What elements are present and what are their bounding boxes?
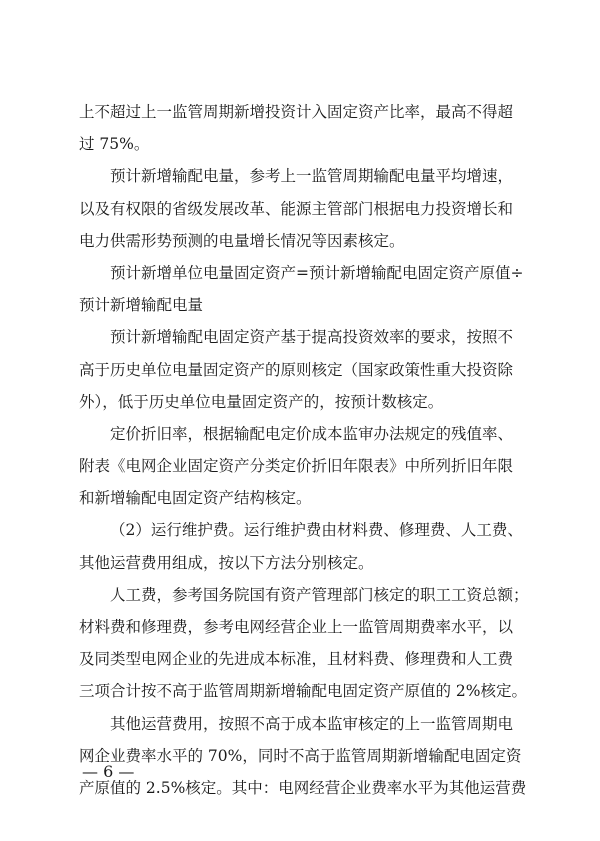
- text-line: 材料费和修理费，参考电网经营企业上一监管周期费率水平，以: [79, 618, 514, 636]
- text-line: 产原值的 2.5%核定。其中：电网经营企业费率水平为其他运营费: [79, 778, 527, 797]
- text-line: 外），低于历史单位电量固定资产的，按预计数核定。: [79, 392, 444, 411]
- text-line: 其他运营费用组成，按以下方法分别核定。: [79, 553, 374, 572]
- text-line: 和新增输配电固定资产结构核定。: [79, 489, 312, 508]
- body-text: [79, 96, 529, 804]
- page-number: — 6 —: [82, 762, 135, 781]
- text-line: 预计新增输配电量: [79, 296, 204, 315]
- text-line: 以及有权限的省级发展改革、能源主管部门根据电力投资增长和: [79, 199, 514, 218]
- text-line: 电力供需形势预测的电量增长情况等因素核定。: [79, 231, 405, 250]
- text-line: 人工费，参考国务院国有资产管理部门核定的职工工资总额；: [110, 585, 529, 604]
- text-line: （2）运行维护费。运行维护费由材料费、修理费、人工费、: [110, 521, 523, 540]
- text-line: 定价折旧率，根据输配电定价成本监审办法规定的残值率、: [110, 424, 514, 443]
- text-line: 三项合计按不高于监管周期新增输配电固定资产原值的 2%核定。: [79, 682, 528, 701]
- text-line: 网企业费率水平的 70%，同时不高于监管周期新增输配电固定资: [79, 746, 522, 765]
- text-line: 预计新增单位电量固定资产=预计新增输配电固定资产原值÷: [110, 263, 524, 282]
- text-line: 高于历史单位电量固定资产的原则核定（国家政策性重大投资除: [79, 360, 514, 379]
- text-line: 其他运营费用，按照不高于成本监审核定的上一监管周期电: [110, 714, 514, 733]
- text-line: 预计新增输配电固定资产基于提高投资效率的要求，按照不: [110, 328, 514, 347]
- text-line: 及同类型电网企业的先进成本标准，且材料费、修理费和人工费: [79, 650, 514, 669]
- text-line: 预计新增输配电量，参考上一监管周期输配电量平均增速，: [110, 167, 514, 186]
- text-line: 附表《电网企业固定资产分类定价折旧年限表》中所列折旧年限: [79, 457, 514, 476]
- text-line: 上不超过上一监管周期新增投资计入固定资产比率，最高不得超: [79, 103, 514, 121]
- text-line: 过 75%。: [79, 135, 150, 154]
